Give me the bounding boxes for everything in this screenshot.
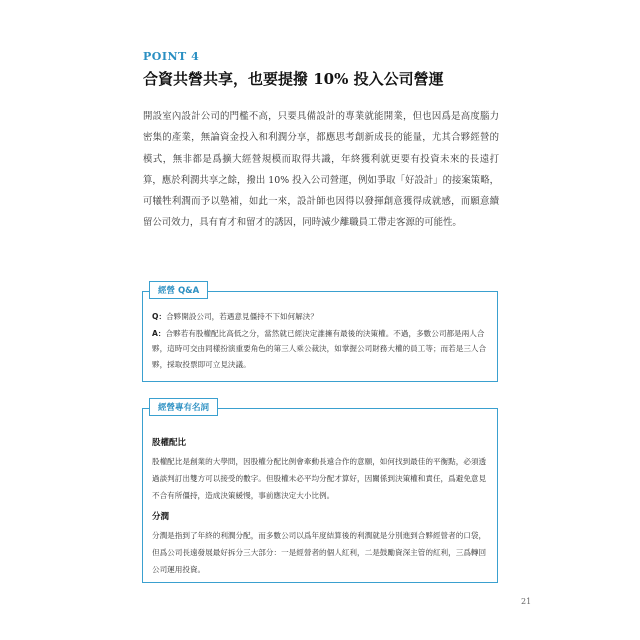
term-profit-sharing: [152, 509, 490, 578]
qa-question: [152, 309, 488, 325]
answer-prefix: A：: [152, 328, 166, 338]
term-text: 股權配比是創業的大學問，因股權分配比例會牽動長遠合作的意願，如何找到最佳的平衡點，必須透過談判訂出雙方可以接受的數字。但股權未必平均分配才算好，因關係到決策權和責任，爲避免意見不合有所僵持，造成決策緩慢，事前應決定大小比例。: [152, 457, 487, 500]
qa-answer: [152, 326, 488, 373]
question-text: 合夥開設公司，若遇意見僵持不下如何解決？: [166, 312, 318, 321]
term-title: 股權配比: [152, 438, 187, 448]
page-number: 21: [521, 597, 532, 606]
terms-box: [142, 403, 498, 583]
section-label: POINT 4: [143, 50, 200, 63]
qa-content: [152, 309, 488, 372]
terms-box-tag: 經營專有名詞: [149, 398, 218, 416]
answer-text: 合夥若有股權配比高低之分，當然就已經決定誰擁有最後的決策權。不過，多數公司都是兩人合夥，這時可交由同樣扮演重要角色的第三人乘公裁決，如掌握公司財務大權的員工等；而若是三人合夥，採取投票即可立見決議。: [152, 328, 487, 369]
qa-box-tag: 經營 Q&A: [149, 281, 208, 299]
question-prefix: Q：: [152, 312, 167, 321]
section-heading: 合資共營共享，也要提撥 10% 投入公司營運: [143, 70, 444, 88]
qa-box: [142, 286, 498, 382]
term-equity-ratio: [152, 435, 490, 504]
term-text: 分潤是指到了年終的利潤分配，而多數公司以爲年度結算後的利潤就是分別進到合夥經營者的口袋，但爲公司長遠發展最好拆分三大部分：一是經營者的個人紅利，二是鼓勵資深主管的紅利，三爲轉回公司運用投資。: [152, 531, 487, 574]
term-title: 分潤: [152, 512, 170, 522]
body-paragraph: 開設室內設計公司的門檻不高，只要具備設計的專業就能開業，但也因爲是高度腦力密集的產業，無論資金投入和利潤分享，都應思考創新成長的能量，尤其合夥經營的模式，無非都是爲擴大經營規模而取得共識，年終獲利就更要有投資未來的長遠打算，應於利潤共享之餘，撥出 10% 投入公司營運，例如爭取「好設計」的接案策略，可犧牲利潤而予以塾補，如此一來，設計師也因得以發揮創意獲得成就感，而願意續留公司效力，具有育才和留才的誘因，同時減少離職員工帶走客源的可能性。: [143, 111, 499, 229]
